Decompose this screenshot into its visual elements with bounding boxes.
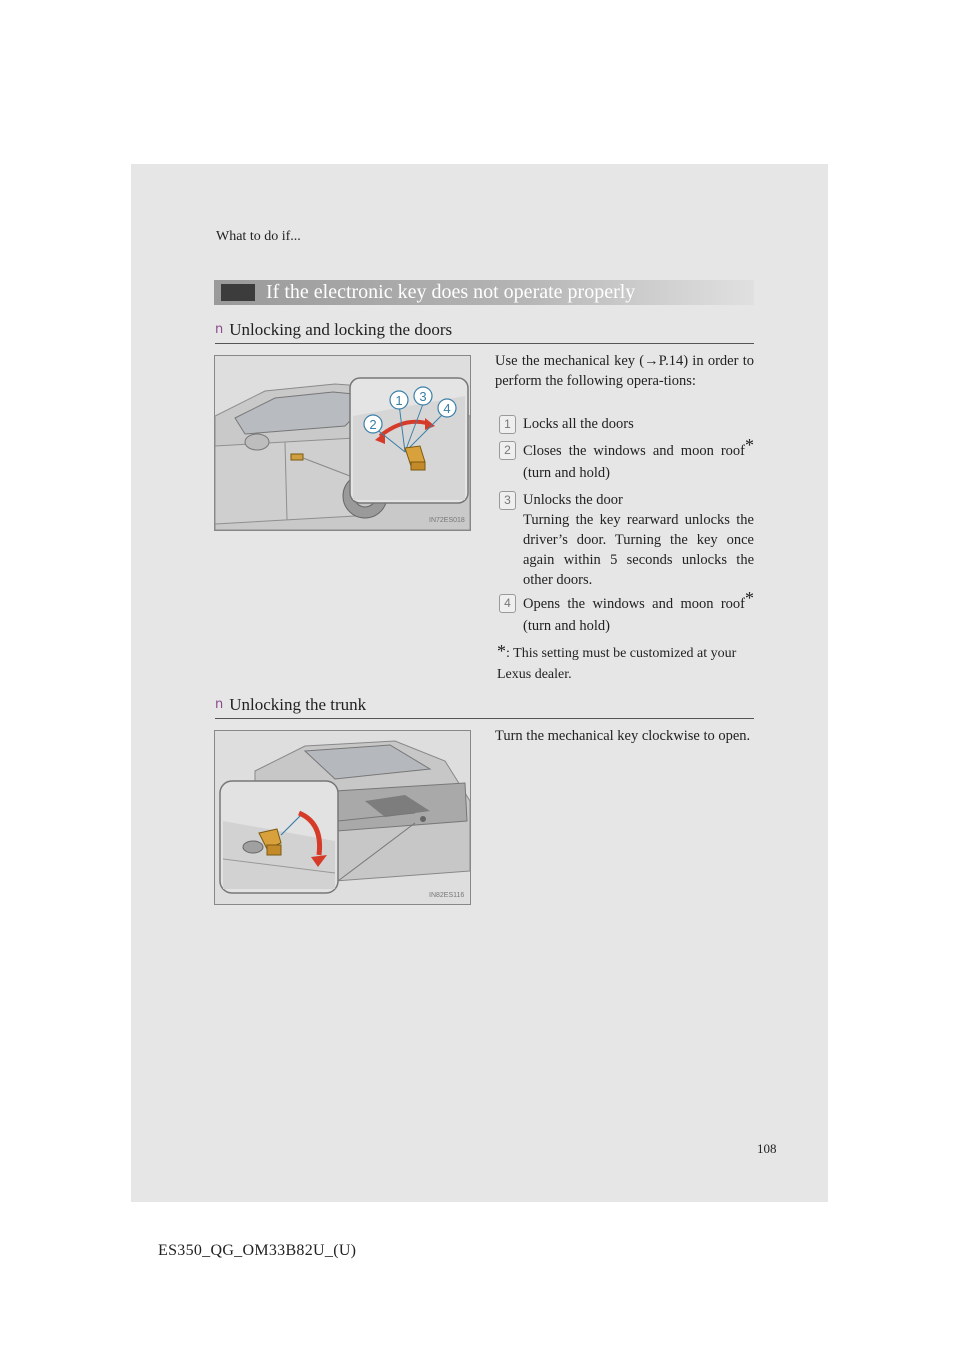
door-callout-4: 4 <box>443 401 451 416</box>
section-marker: n <box>215 697 224 712</box>
figure-code: IN82ES116 <box>429 892 465 899</box>
figure-code: IN72ES018 <box>429 517 465 524</box>
intro-text: Use the mechanical key (→P.14) in order to perform the following opera-tions: <box>495 353 754 389</box>
trunk-lock-illustration <box>214 730 471 905</box>
section-marker: n <box>215 322 224 337</box>
step-text: Unlocks the door <box>523 492 623 508</box>
running-head: What to do if... <box>216 229 301 244</box>
section-heading-text: Unlocking the trunk <box>229 695 367 714</box>
footnote-mark: * <box>497 641 506 661</box>
step-suffix: (turn and hold) <box>523 618 610 634</box>
page-number: 108 <box>757 1141 777 1156</box>
door-callout-2: 2 <box>369 417 377 432</box>
trunk-car-drawing <box>215 731 470 904</box>
door-lock-illustration <box>214 355 471 531</box>
section-banner <box>214 280 754 305</box>
section-heading-text: Unlocking and locking the doors <box>229 320 453 339</box>
step-number: 3 <box>499 491 516 510</box>
step-text: Closes the windows and moon roof <box>523 443 745 459</box>
footnote <box>497 641 754 685</box>
section-heading-trunk <box>215 695 754 719</box>
banner-block <box>221 284 255 301</box>
footer-code: ES350_QG_OM33B82U_(U) <box>158 1242 357 1259</box>
door-callout-3: 3 <box>419 389 427 404</box>
door-callout-1: 1 <box>395 393 403 408</box>
trunk-instructions: Turn the mechanical key clockwise to open. <box>495 728 751 744</box>
section-heading-doors <box>215 320 754 344</box>
step-number: 2 <box>499 441 516 460</box>
door-callouts <box>215 356 470 530</box>
footnote-text: : This setting must be customized at your Lexus dealer. <box>497 646 737 682</box>
footnote-mark: * <box>745 435 754 455</box>
step-suffix: (turn and hold) <box>523 465 610 481</box>
step-number: 4 <box>499 594 516 613</box>
banner-title: If the electronic key does not operate properly <box>266 281 636 303</box>
step-detail: Turning the key rearward unlocks the driver’s door. Turning the key once again within 5 seconds unlocks the other doors. <box>523 512 754 588</box>
step-number: 1 <box>499 415 516 434</box>
footnote-mark: * <box>745 588 754 608</box>
step-text: Opens the windows and moon roof <box>523 596 745 612</box>
step-text: Locks all the doors <box>523 416 634 432</box>
